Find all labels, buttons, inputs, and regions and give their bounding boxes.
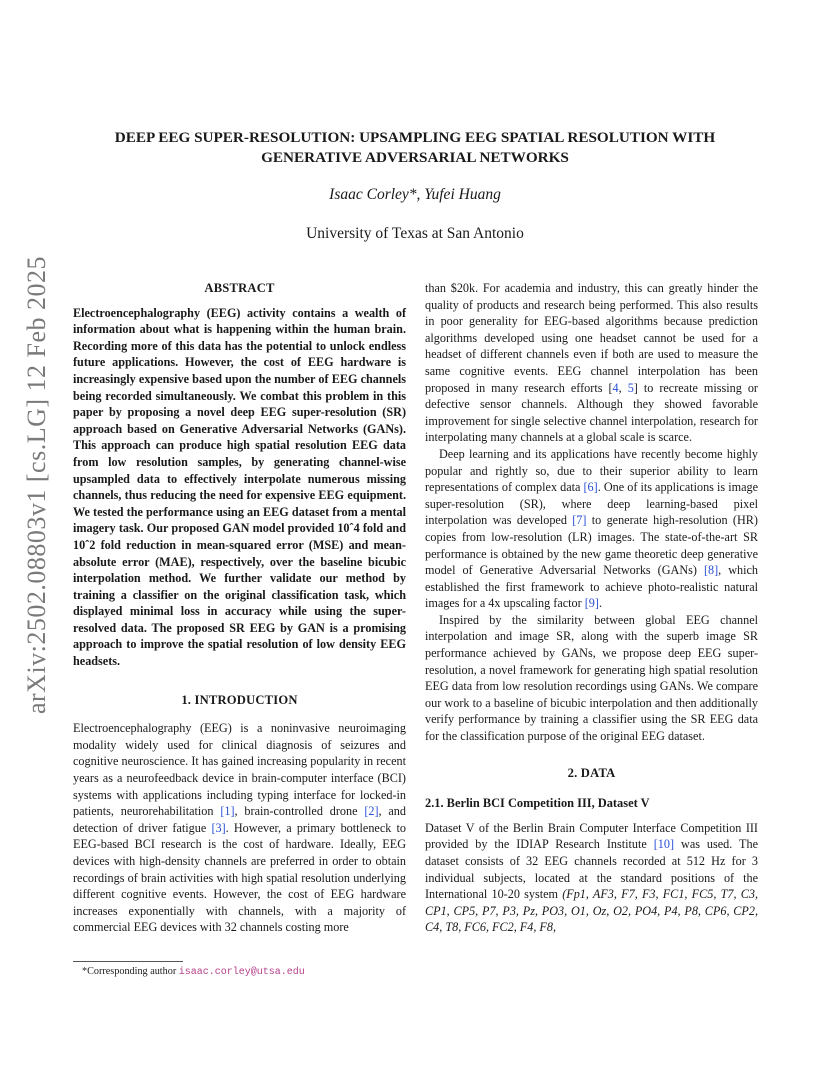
footnote-rule bbox=[73, 961, 183, 962]
citation-link[interactable]: 4 bbox=[612, 380, 619, 395]
channel-list: (Fp1, AF3, F7, F3, FC1, FC5, T7, C3, CP1, CP5, P7, P3, Pz, PO3, O1, Oz, O2, PO4, P4, P8, CP6, CP2, C4, T8, FC6, FC2, F4, F8, bbox=[425, 887, 758, 935]
paper-authors: Isaac Corley*, Yufei Huang bbox=[329, 186, 501, 203]
abstract-body: Electroencephalography (EEG) activity contains a wealth of information about what is happening within the human brain. Recording more of this data has the potential to unlock endless future applications. However, the cost of EEG hardware is increasingly expensive based upon the number of EEG channels being recorded simultaneously. We combat this problem in this paper by proposing a novel deep EEG super-resolution (SR) approach based on Generative Adversarial Networks (GANs). This approach can produce high spatial resolution EEG data from low resolution samples, by generating channel-wise upsampled data to effectively interpolate numerous missing channels, thus reducing the need for expensive EEG equipment. We tested the performance using an EEG dataset from a mental imagery task. Our proposed GAN model provided 10ˆ4 fold and 10ˆ2 fold reduction in mean-squared error (MSE) and mean-absolute error (MAE), respectively, over the baseline bicubic interpolation method. We further validate our method by training a classifier on the original classification task, which displayed minimal loss in accuracy while using the super-resolved data. The proposed SR EEG by GAN is a promising approach to improve the spatial resolution of low density EEG headsets. bbox=[73, 305, 406, 669]
citation-link[interactable]: 5 bbox=[627, 380, 634, 395]
data-subheading: 2.1. Berlin BCI Competition III, Dataset V bbox=[425, 796, 650, 811]
paper-affiliation: University of Texas at San Antonio bbox=[306, 225, 524, 242]
citation-link[interactable]: [2] bbox=[364, 804, 379, 819]
arxiv-identifier bbox=[22, 255, 52, 715]
paper-title: DEEP EEG SUPER-RESOLUTION: UPSAMPLING EEG SPATIAL RESOLUTION WITH GENERATIVE ADVERSARIAL NETWORKS bbox=[114, 129, 716, 166]
intro-paragraph-2: Deep learning and its applications have recently become highly popular and rightly so, due to their superior ability to learn representations of complex data [6]. One of its applications is image super-resolution (SR), where deep learning-based pixel interpolation was developed [7] to generate high-resolution (HR) copies from low-resolution (LR) images. The state-of-the-art SR performance is obtained by the new game theoretic deep generative model of Generative Adversarial Networks (GANs) [8], which established the first framework to achieve photo-realistic natural images for a 4x upscaling factor [9]. bbox=[425, 446, 758, 611]
citation-link[interactable]: [8] bbox=[703, 563, 719, 578]
introduction-heading: 1. INTRODUCTION bbox=[181, 692, 298, 707]
right-column bbox=[425, 280, 758, 936]
data-heading: 2. DATA bbox=[567, 765, 616, 780]
footnote bbox=[82, 966, 305, 978]
arxiv-identifier-text: arXiv:2502.08803v1 [cs.LG] 12 Feb 2025 bbox=[22, 255, 51, 715]
intro-paragraph-3: Inspired by the similarity between global EEG channel interpolation and image SR, along with the superb image SR performance achieved by GANs, we propose deep EEG super-resolution, a novel framework for generating high spatial resolution EEG data from low resolution recordings using GANs. We compare our work to a baseline of bicubic interpolation and then additionally verify performance by training a classifier using the SR EEG data for the classification purpose of the original EEG dataset. bbox=[425, 612, 758, 744]
citation-link[interactable]: [6] bbox=[583, 480, 598, 495]
citation-link[interactable]: [10] bbox=[653, 837, 675, 852]
intro-paragraph-1: Electroencephalography (EEG) is a noninvasive neuroimaging modality widely used for clinical diagnosis of seizures and cognitive neuroscience. It has gained increasing popularity in recent years as a neurofeedback device in brain-computer interface (BCI) systems with applications including typing interface for locked-in patients, neurorehabilitation [1], brain-controlled drone [2], and detection of driver fatigue [3]. However, a primary bottleneck to EEG-based BCI research is the cost of hardware. Ideally, EEG devices with high-density channels are preferred in order to obtain recordings of brain activities with high spatial resolution underlying different cognitive events. However, the cost of EEG hardware increases exponentially with channels, with a majority of commercial EEG devices with 32 channels costing more bbox=[73, 721, 406, 935]
citation-link[interactable]: [7] bbox=[572, 513, 587, 528]
citation-link[interactable]: [9] bbox=[584, 596, 599, 611]
footnote-text: *Corresponding author bbox=[82, 966, 179, 977]
citation-link[interactable]: [3] bbox=[211, 820, 226, 835]
abstract-heading: ABSTRACT bbox=[204, 281, 275, 295]
citation-link[interactable]: [1] bbox=[220, 804, 235, 819]
author-email-link[interactable]: isaac.corley@utsa.edu bbox=[178, 967, 305, 978]
data-paragraph-1: Dataset V of the Berlin Brain Computer Interface Competition III provided by the IDIAP Research Institute [10] was used. The dataset consists of 32 EEG channels recorded at 512 Hz for 3 individual subjects, located at the standard positions of the International 10-20 system (Fp1, AF3, F7, F3, FC1, FC5, T7, C3, CP1, CP5, P7, P3, Pz, PO3, O1, Oz, O2, PO4, P4, P8, CP6, CP2, C4, T8, FC6, FC2, F4, F8, bbox=[425, 820, 758, 935]
left-column bbox=[73, 280, 406, 936]
intro-paragraph-1-continued: than $20k. For academia and industry, this can greatly hinder the quality of products and research being performed. This also results in poor generality for EEG-based algorithms because prediction algorithms developed using one headset cannot be used for a headset of different channels even if both are used to measure the same cognitive events. EEG channel interpolation has been proposed in many research efforts [4, 5] to recreate missing or defective sensor channels. Although they showed favorable improvement for single selective channel interpolation, research for interpolating many channels at a global scale is scarce. bbox=[425, 281, 758, 445]
